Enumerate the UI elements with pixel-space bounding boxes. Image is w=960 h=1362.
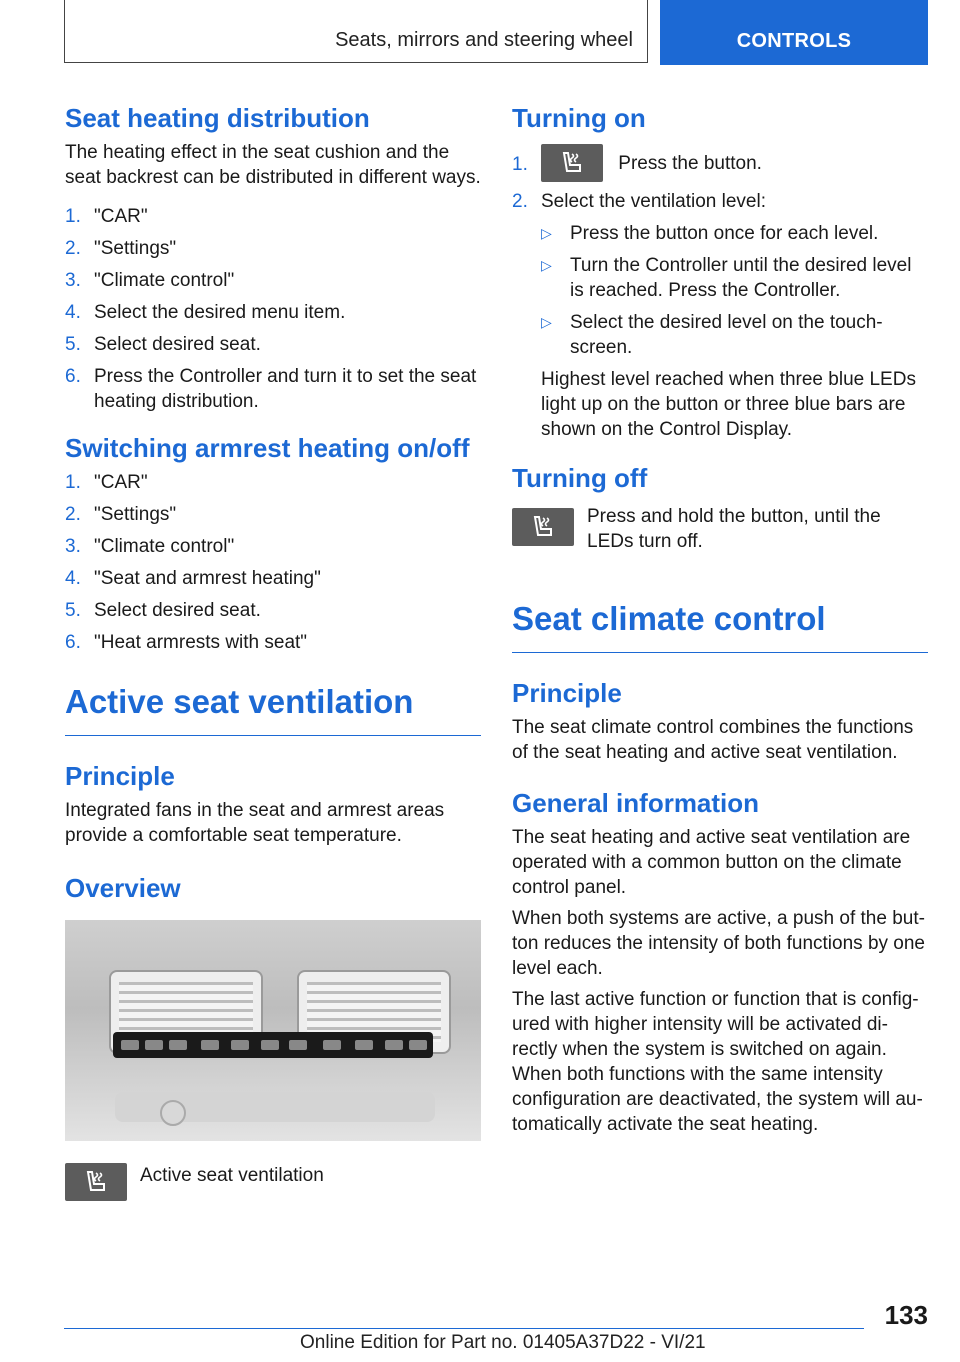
general-info-p1: The seat heating and active seat ventilation are operated with a common button on the climate control panel. <box>512 827 911 898</box>
section-title: Seats, mirrors and steering wheel <box>64 0 648 63</box>
heading-active-seat-ventilation: Active seat ventilation <box>65 681 481 736</box>
footer-divider <box>64 1328 864 1329</box>
list-item: 3. "Climate control" <box>65 270 235 291</box>
list-item: 2. "Settings" <box>65 238 177 259</box>
turning-off-row <box>512 504 928 564</box>
left-column <box>65 102 481 1205</box>
heading-seat-climate-control: Seat climate control <box>512 598 928 653</box>
heading-seat-heating-distribution: Seat heating distribution <box>65 103 370 133</box>
list-item: 6. "Heat armrests with seat" <box>65 632 308 653</box>
ventilation-principle-text: Integrated fans in the seat and armrest areas provide a comfortable seat temperature. <box>65 800 445 846</box>
heading-overview: Overview <box>65 873 181 903</box>
seat-ventilation-icon <box>541 144 603 182</box>
list-item: 5. Select desired seat. <box>65 600 261 621</box>
turning-on-steps <box>512 144 928 214</box>
list-item: 1. Press the button. <box>512 144 928 182</box>
list-item: 5. Select desired seat. <box>65 334 261 355</box>
general-info-p3: The last active function or function that is config-ured with higher intensity will be activated di-rectly when the system is switched on again. When both functions with the same intensity configuration are deactivated, the system will au-tomatically activate the seat heating. <box>512 989 923 1135</box>
highest-level-note: Highest level reached when three blue LEDs light up on the button or three blue bars are shown on the Control Display. <box>541 369 916 440</box>
armrest-steps <box>65 470 481 655</box>
page-number: 133 <box>884 1300 928 1330</box>
heading-turning-off: Turning off <box>512 463 648 493</box>
list-item: ▷ Press the button once for each level. <box>541 223 879 244</box>
right-column <box>512 102 928 1143</box>
climate-panel-photo <box>65 920 481 1141</box>
heading-general-information: General information <box>512 788 760 818</box>
heading-principle: Principle <box>512 678 622 708</box>
general-info-p2: When both systems are active, a push of the but-ton reduces the intensity of both functions by one level each. <box>512 908 925 979</box>
list-item: 2. "Settings" <box>65 504 177 525</box>
seat-heating-intro: The heating effect in the seat cushion and the seat backrest can be distributed in different ways. <box>65 142 481 188</box>
list-item: 2. Select the ventilation level: <box>512 191 766 212</box>
ventilation-level-options <box>541 221 928 360</box>
list-item: ▷ Select the desired level on the touch-screen. <box>541 312 883 358</box>
climate-control-panel <box>113 1032 433 1058</box>
list-item: 3. "Climate control" <box>65 536 235 557</box>
volume-knob <box>160 1100 186 1126</box>
turning-off-text: Press and hold the button, until the LEDs turn off. <box>587 506 881 552</box>
seat-ventilation-icon <box>512 508 574 546</box>
page-header <box>64 0 928 65</box>
list-item: 1. "CAR" <box>65 472 148 493</box>
list-item: ▷ Turn the Controller until the desired level is reached. Press the Controller. <box>541 255 912 301</box>
edition-footer: Online Edition for Part no. 01405A37D22 - VI/21 <box>300 1332 706 1353</box>
ventilation-caption-row <box>65 1161 481 1205</box>
heading-armrest-heating: Switching armrest heating on/off <box>65 433 470 463</box>
list-item: 4. Select the desired menu item. <box>65 302 346 323</box>
list-item: 1. "CAR" <box>65 206 148 227</box>
climate-principle-text: The seat climate control combines the functions of the seat heating and active seat ventilation. <box>512 717 914 763</box>
seat-heating-steps <box>65 204 481 414</box>
heading-turning-on: Turning on <box>512 103 646 133</box>
list-item: 6. Press the Controller and turn it to set the seat heating distribution. <box>65 366 477 412</box>
chapter-tab[interactable]: CONTROLS <box>660 0 928 65</box>
list-item: 4. "Seat and armrest heating" <box>65 568 321 589</box>
ventilation-caption: Active seat ventilation <box>140 1165 324 1186</box>
heading-principle: Principle <box>65 761 175 791</box>
seat-ventilation-icon <box>65 1163 127 1201</box>
